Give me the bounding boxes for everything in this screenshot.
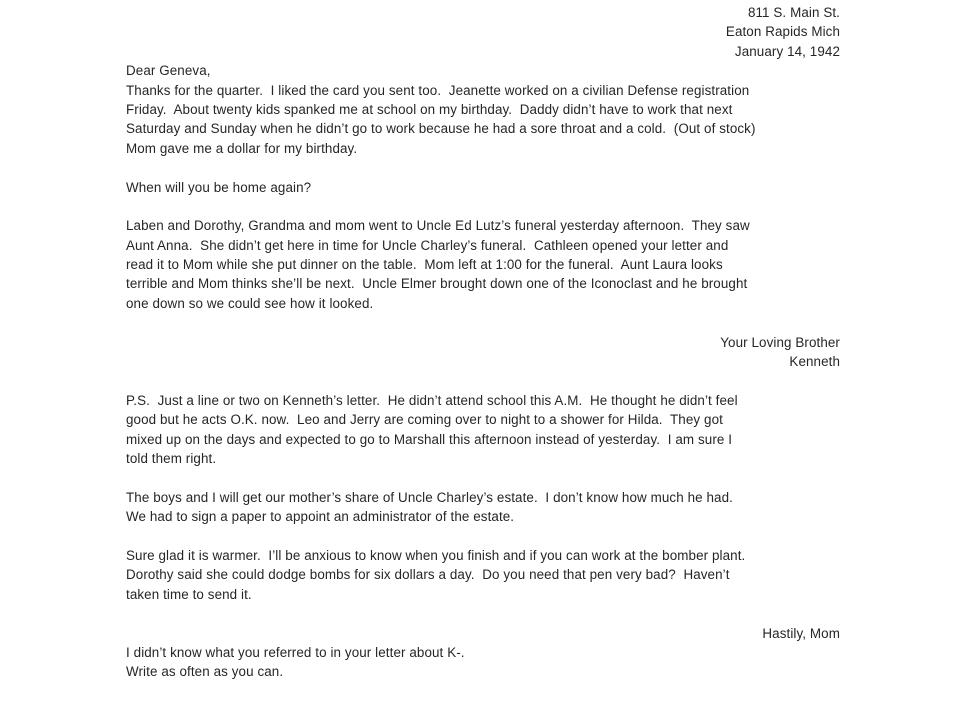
letter-line: Dear Geneva, <box>126 63 211 79</box>
letter-line: Friday. About twenty kids spanked me at school on my birthday. Daddy didn’t have to work that next <box>126 101 733 117</box>
letter-line: Thanks for the quarter. I liked the card you sent too. Jeanette worked on a civilian Defense registration <box>126 82 750 98</box>
letter-line: Your Loving Brother <box>720 334 840 350</box>
letter-line: good but he acts O.K. now. Leo and Jerry are coming over to night to a shower for Hilda. They got <box>126 412 723 428</box>
letter-line: Aunt Anna. She didn’t get here in time for Uncle Charley’s funeral. Cathleen opened your letter and <box>126 237 729 253</box>
letter-line: told them right. <box>126 450 217 466</box>
letter-line: Kenneth <box>789 354 840 370</box>
letter-line: read it to Mom while she put dinner on the table. Mom left at 1:00 for the funeral. Aunt Laura looks <box>126 257 723 273</box>
letter-line: I didn’t know what you referred to in your letter about K-. <box>126 644 465 660</box>
blank-line <box>126 604 840 623</box>
letter-line: Eaton Rapids Mich <box>725 24 840 40</box>
letter-line: 811 S. Main St. <box>747 5 840 20</box>
blank-line <box>126 313 840 332</box>
letter-line: Sure glad it is warmer. I’ll be anxious to know when you finish and if you can work at the bomber plant. <box>126 547 746 563</box>
letter-line: The boys and I will get our mother’s share of Uncle Charley’s estate. I don’t know how much he had. <box>126 489 733 505</box>
letter-line: Saturday and Sunday when he didn’t go to work because he had a sore throat and a cold. (Out of stock) <box>126 121 756 137</box>
letter-line: taken time to send it. <box>126 586 252 602</box>
blank-line <box>126 371 840 390</box>
letter-line: We had to sign a paper to appoint an administrator of the estate. <box>126 509 515 525</box>
letter-line: January 14, 1942 <box>734 43 840 59</box>
letter-line: terrible and Mom thinks she’ll be next. Uncle Elmer brought down one of the Iconoclast and he brought <box>126 276 748 292</box>
letter-line: Write as often as you can. <box>126 664 284 680</box>
letter-body <box>126 3 840 682</box>
letter-line: Laben and Dorothy, Grandma and mom went to Uncle Ed Lutz’s funeral yesterday afternoon. They saw <box>126 218 750 234</box>
blank-line <box>126 527 840 546</box>
letter-line: one down so we could see how it looked. <box>126 295 374 311</box>
letter-line: mixed up on the days and expected to go to Marshall this afternoon instead of yesterday. I am sure I <box>126 431 733 447</box>
letter-line: When will you be home again? <box>126 179 312 195</box>
letter-line: Hastily, Mom <box>762 625 840 641</box>
letter-line: Dorothy said she could dodge bombs for six dollars a day. Do you need that pen very bad? Haven’t <box>126 567 730 583</box>
letter-line: Mom gave me a dollar for my birthday. <box>126 140 358 156</box>
blank-line <box>126 158 840 177</box>
letter-line: P.S. Just a line or two on Kenneth’s letter. He didn’t attend school this A.M. He thought he didn’t feel <box>126 392 738 408</box>
blank-line <box>126 468 840 487</box>
blank-line <box>126 197 840 216</box>
